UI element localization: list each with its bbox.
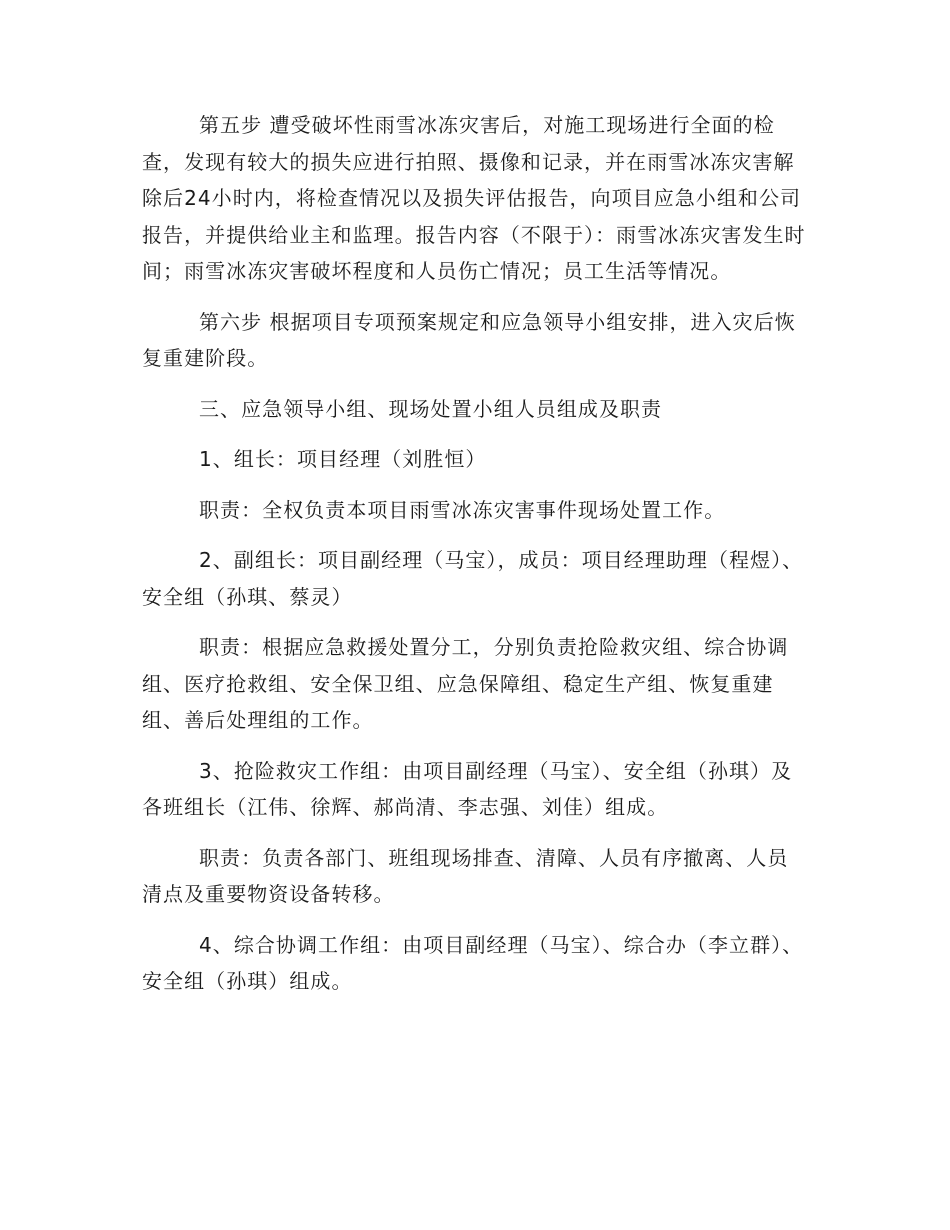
paragraph-team-leader-duty: 职责：全权负责本项目雨雪冰冻灾害事件现场处置工作。 bbox=[199, 497, 726, 522]
paragraph-deputy-leader: 2、副组长：项目副经理（马宝），成员：项目经理助理（程煜）、安全组（孙琪、蔡灵） bbox=[142, 548, 804, 609]
paragraph-rescue-group-duty: 职责：负责各部门、班组现场排查、清障、人员有序撤离、人员清点及重要物资设备转移。 bbox=[142, 845, 789, 906]
paragraph-team-leader: 1、组长：项目经理（刘胜恒） bbox=[199, 447, 487, 471]
paragraph-coordination-group: 4、综合协调工作组：由项目副经理（马宝）、综合办（李立群）、安全组（孙琪）组成。 bbox=[142, 932, 804, 993]
paragraph-deputy-leader-duty: 职责：根据应急救援处置分工，分别负责抢险救灾组、综合协调组、医疗抢救组、安全保卫组、应急保障组、稳定生产组、恢复重建组、善后处理组的工作。 bbox=[142, 635, 789, 732]
paragraph-rescue-group: 3、抢险救灾工作组：由项目副经理（马宝）、安全组（孙琪）及各班组长（江伟、徐辉、郝尚清、李志强、刘佳）组成。 bbox=[142, 758, 793, 819]
paragraph-step-five: 第五步 遭受破坏性雨雪冰冻灾害后，对施工现场进行全面的检查，发现有较大的损失应进行拍照、摄像和记录，并在雨雪冰冻灾害解除后24小时内，将检查情况以及损失评估报告，向项目应急小组和公司报告，并提供给业主和监理。报告内容（不限于）：雨雪冰冻灾害发生时间；雨雪冰冻灾害破坏程度和人员伤亡情况；员工生活等情况。 bbox=[142, 113, 806, 283]
document-body bbox=[142, 107, 808, 1014]
paragraph-step-six: 第六步 根据项目专项预案规定和应急领导小组安排，进入灾后恢复重建阶段。 bbox=[142, 309, 796, 370]
section-heading-three: 三、应急领导小组、现场处置小组人员组成及职责 bbox=[199, 396, 663, 421]
